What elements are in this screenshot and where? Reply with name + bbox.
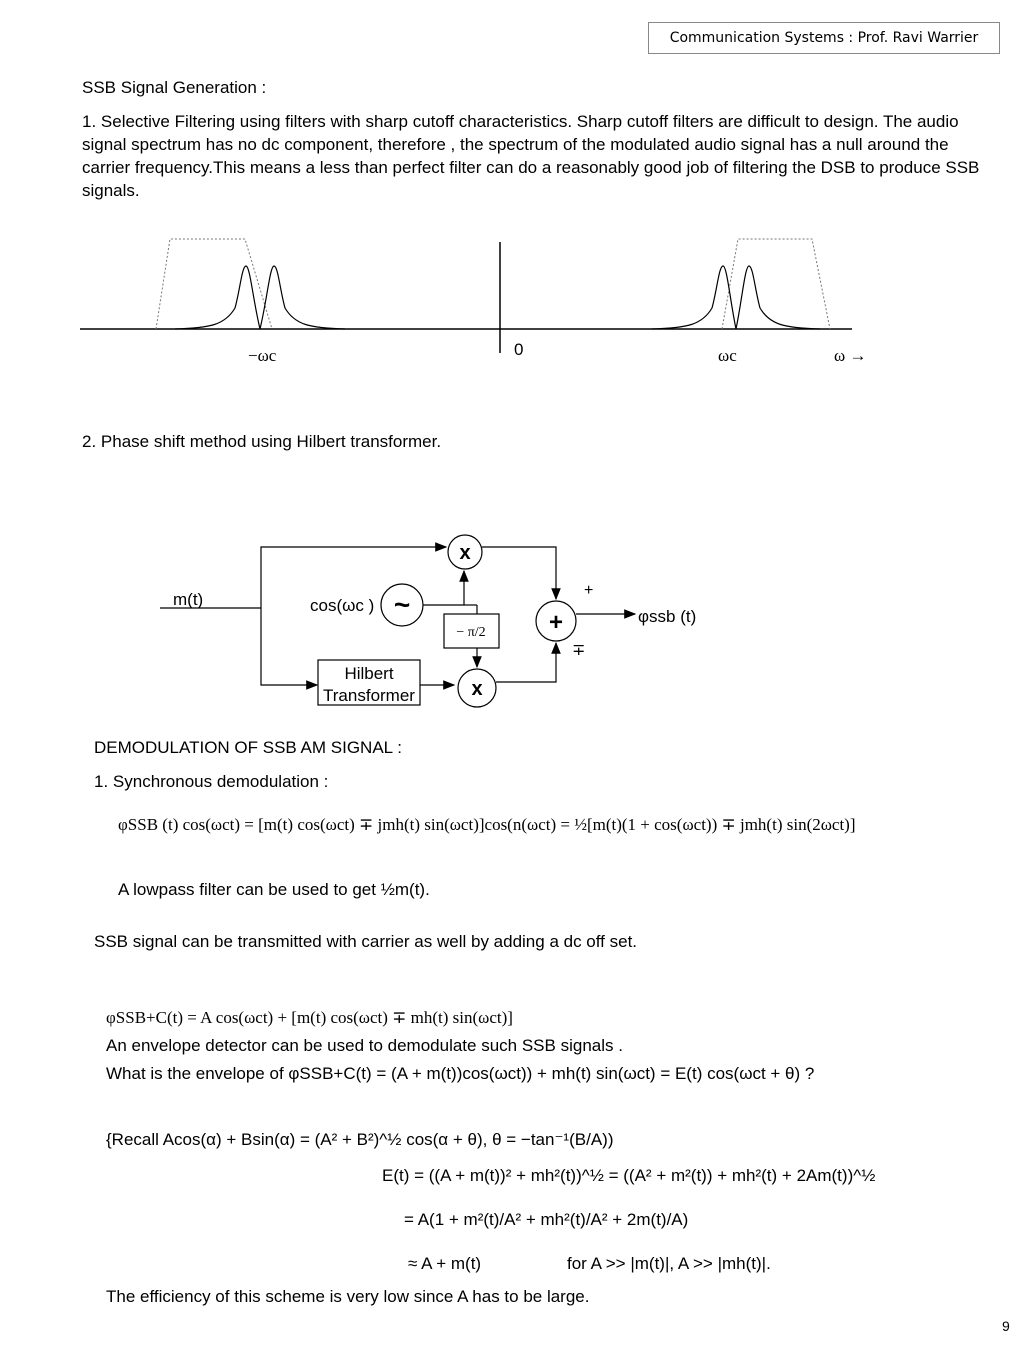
sync-demod-equation: φSSB (t) cos(ωct) = [m(t) cos(ωct) ∓ jmh(t) sin(ωct)]cos(n(ωct) = ½[m(t)(1 + cos(ωct)) ∓ jmh(t) sin(2ωct)]: [118, 815, 856, 834]
minus-sign: ∓: [572, 642, 586, 659]
upper-mult-to-summer-line: [482, 547, 556, 599]
page-number: 9: [1002, 1318, 1010, 1334]
input-label: m(t): [173, 590, 204, 609]
output-label: φssb (t): [638, 607, 697, 626]
lower-mult-to-summer-line: [496, 643, 556, 682]
envelope-expansion: = A(1 + m²(t)/A² + mh²(t)/A² + 2m(t)/A): [404, 1210, 689, 1229]
carrier-note: SSB signal can be transmitted with carrier as well by adding a dc off set.: [94, 932, 638, 951]
sync-demod-title: 1. Synchronous demodulation :: [94, 772, 329, 791]
section-paragraph-selective-filtering: 1. Selective Filtering using filters with sharp cutoff characteristics. Sharp cutoff filters are difficult to design. The audio signal spectrum has no dc component, therefore , the spectrum of the modulated audio signal has a null around the carrier frequency.This means a less than perfect filter can do a reasonably good job of filtering the DSB to produce SSB signals.: [82, 112, 980, 200]
hilbert-label-line1: Hilbert: [344, 664, 394, 683]
label-wc: ωc: [718, 346, 737, 365]
efficiency-note: The efficiency of this scheme is very low since A has to be large.: [106, 1287, 590, 1306]
hilbert-label-line2: Transformer: [323, 686, 415, 705]
left-filter-response: [156, 239, 272, 329]
label-zero: 0: [514, 340, 524, 359]
label-omega-arrow: ω →: [834, 346, 867, 365]
lowpass-note: A lowpass filter can be used to get ½m(t).: [118, 880, 430, 899]
oscillator-label: cos(ωc ): [310, 596, 375, 615]
upper-multiplier-symbol: x: [459, 542, 471, 564]
envelope-question: What is the envelope of φSSB+C(t) = (A + m(t))cos(ωct)) + mh(t) sin(ωct) = E(t) cos(ωct + θ) ?: [106, 1064, 815, 1083]
approximation-condition: for A >> |m(t)|, A >> |mh(t)|.: [567, 1254, 771, 1273]
hilbert-block-diagram: [160, 525, 720, 715]
oscillator-symbol: ~: [393, 589, 411, 620]
label-neg-wc: −ωc: [248, 346, 277, 365]
ssb-carrier-equation: φSSB+C(t) = A cos(ωct) + [m(t) cos(ωct) ∓ mh(t) sin(ωct)]: [106, 1008, 513, 1027]
right-sideband-spectrum: [652, 266, 820, 329]
ssb-spectrum-figure: [70, 230, 900, 380]
lower-multiplier-symbol: x: [471, 678, 483, 700]
demod-title: DEMODULATION OF SSB AM SIGNAL :: [94, 738, 402, 757]
envelope-detector-note: An envelope detector can be used to demodulate such SSB signals .: [106, 1036, 623, 1055]
left-sideband-spectrum: [175, 266, 345, 329]
header-course-title: Communication Systems : Prof. Ravi Warrier: [669, 30, 979, 46]
plus-sign: +: [584, 582, 594, 599]
section-title-ssb-generation: SSB Signal Generation :: [82, 78, 267, 97]
summer-symbol: +: [548, 609, 564, 636]
envelope-approximation: ≈ A + m(t): [408, 1254, 482, 1273]
phase-shift-label: − π/2: [456, 625, 486, 640]
envelope-equation: E(t) = ((A + m(t))² + mh²(t))^½ = ((A² + m²(t)) + mh²(t) + 2Am(t))^½: [382, 1166, 876, 1185]
lower-branch-line: [261, 608, 317, 685]
osc-to-upper-mult-line: [423, 571, 464, 605]
recall-identity: {Recall Acos(α) + Bsin(α) = (A² + B²)^½ cos(α + θ), θ = −tan⁻¹(B/A)): [106, 1130, 614, 1149]
section-title-phase-shift: 2. Phase shift method using Hilbert transformer.: [82, 432, 442, 451]
header-course-box: [648, 22, 1000, 54]
